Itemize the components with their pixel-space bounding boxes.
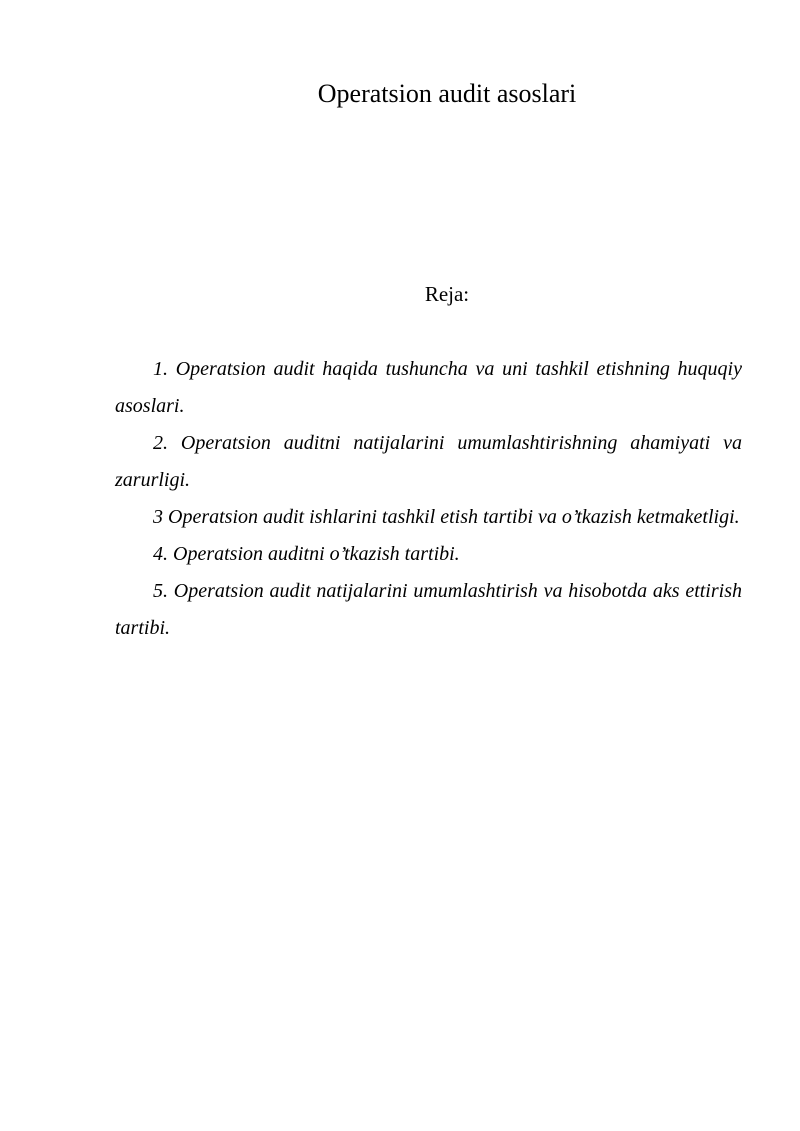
document-title: Operatsion audit asoslari — [317, 79, 577, 108]
plan-list — [115, 351, 742, 647]
plan-item-5: 5. Operatsion audit natijalarini umumlashtirish va hisobotda aks ettirish tartibi. — [115, 580, 742, 639]
plan-heading: Reja: — [424, 282, 470, 306]
plan-item-1: 1. Operatsion audit haqida tushuncha va uni tashkil etishning huquqiy asoslari. — [115, 358, 742, 417]
plan-item-4: 4. Operatsion auditni o’tkazish tartibi. — [153, 543, 460, 565]
plan-item-2: 2. Operatsion auditni natijalarini umumlashtirishning ahamiyati va zarurligi. — [115, 432, 742, 491]
plan-item-3: 3 Operatsion audit ishlarini tashkil etish tartibi va o’tkazish ketmaketligi. — [153, 506, 740, 528]
